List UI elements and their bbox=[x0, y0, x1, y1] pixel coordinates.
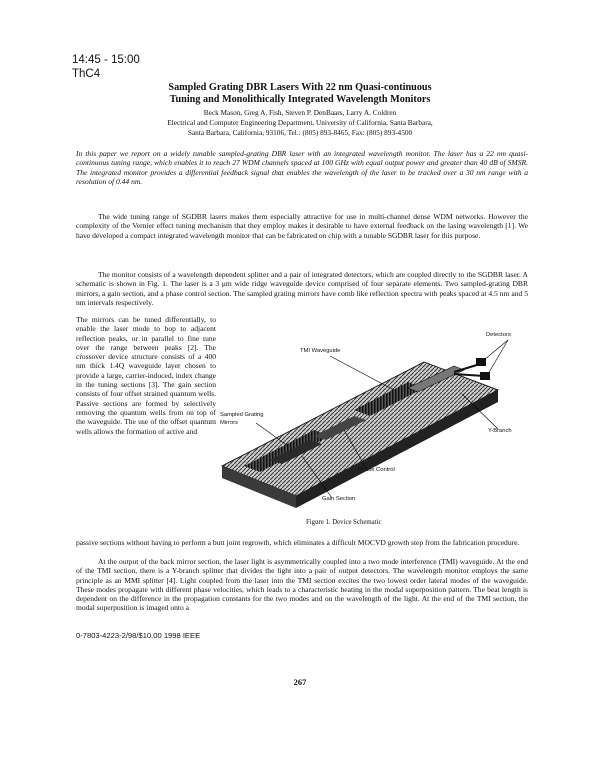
session-time: 14:45 - 15:00 bbox=[72, 54, 140, 66]
label-sampled-grating: Sampled Grating bbox=[220, 412, 264, 418]
label-mirrors: Mirrors bbox=[220, 420, 239, 426]
body-paragraph-3-wrapped: The mirrors can be tuned differentially, to enable the laser mode to hop to adjacent reflection peaks, or in parallel to fine tune over the range between peaks [2]. The crossover device structure consists of a 400 nm thick 1.4Q waveguide layer chosen to provide a large, carrier-induced, index change in the tuning sections [3]. The gain section consists of four offset strained quantum wells. Passive sections are formed by selectively removing the quantum wells from on top of the waveguide. The use of the offset quantum wells allows the formation of active and bbox=[76, 315, 216, 436]
body-paragraph-2: The monitor consists of a wavelength dependent splitter and a pair of integrated detectors, which are coupled directly to the SGDBR laser. A schematic is shown in Fig. 1. The laser is a 3 μm wide ridge waveguide device comprised of four separate elements. Two sampled-grating DBR mirrors, a gain section, and a phase control section. The sampled grating mirrors have comb like reflection spectra with peaks spaced at 4.5 nm and 5 nm intervals respectively. bbox=[76, 270, 528, 307]
label-phase-control: Phase Control bbox=[358, 467, 395, 473]
copyright-notice: 0-7803-4223-2/98/$10.00 1998 IEEE bbox=[76, 631, 201, 640]
body-paragraph-4: At the output of the back mirror section, the laser light is asymmetrically coupled into a two mode interference (TMI) waveguide. At the end of the TMI section, there is a Y-branch splitter that divides the light into a pair of output detectors. The wavelength monitor employs the same principle as an MMI splitter [4]. Light coupled from the laser into the TMI section excites the two lowest order lateral modes of the waveguide. These modes propagate with different phase velocities, which leads to a characteristic beating in the modal superposition pattern. The beat length is dependent on the difference in the propagation constants for the two modes and on the wavelength of the light. At the end of the TMI section, the modal superposition is imaged onto a bbox=[76, 557, 528, 613]
author-names: Beck Mason, Greg A. Fish, Steven P. DenBaars, Larry A. Coldren bbox=[203, 108, 397, 117]
body-paragraph-1: The wide tuning range of SGDBR lasers makes them especially attractive for use in multi-channel dense WDM networks. However the complexity of the Vernier effect tuning mechanism that they employ makes it desirable to have external feedback on the lasing wavelength [1]. We have developed a compact integrated wavelength monitor that can be fabricated on chip with a tunable SGDBR laser for this purpose. bbox=[76, 212, 528, 240]
abstract: In this paper we report on a widely tunable sampled-grating DBR laser with an integrated wavelength monitor. The laser has a 22 nm quasi-continuous tuning range, which enables it to reach 27 WDM channels spaced at 100 GHz with equal output power and greater than 40 dB of SMSR. The integrated monitor provides a differential feedback signal that enables the wavelength of the laser to be tracked over a 30 nm range with a resolution of 0.44 nm. bbox=[76, 149, 528, 186]
label-tmi-waveguide: TMI Waveguide bbox=[300, 348, 341, 354]
paper-title-line-2: Tuning and Monolithically Integrated Wavelength Monitors bbox=[169, 94, 431, 105]
label-gain-section: Gain Section bbox=[322, 496, 356, 502]
author-department: Electrical and Computer Engineering Department, University of California, Santa Barbara, bbox=[167, 118, 433, 127]
label-y-branch: Y-Branch bbox=[488, 428, 512, 434]
figure-caption: Figure 1. Device Schematic bbox=[306, 519, 382, 526]
label-detectors: Detectors bbox=[486, 332, 511, 338]
author-address: Santa Barbara, California, 93106, Tel.: (805) 893-8465, Fax: (805) 893-4500 bbox=[187, 128, 413, 137]
body-paragraph-3-continued: passive sections without having to perform a butt joint regrowth, which eliminates a difficult MOCVD growth step from the fabrication procedure. bbox=[76, 538, 520, 547]
page-number: 267 bbox=[293, 677, 307, 687]
paper-title-line-1: Sampled Grating DBR Lasers With 22 nm Quasi-continuous bbox=[168, 82, 432, 93]
session-code: ThC4 bbox=[72, 68, 101, 80]
device-schematic-drawing bbox=[218, 328, 530, 518]
device-schematic-figure bbox=[218, 328, 530, 518]
